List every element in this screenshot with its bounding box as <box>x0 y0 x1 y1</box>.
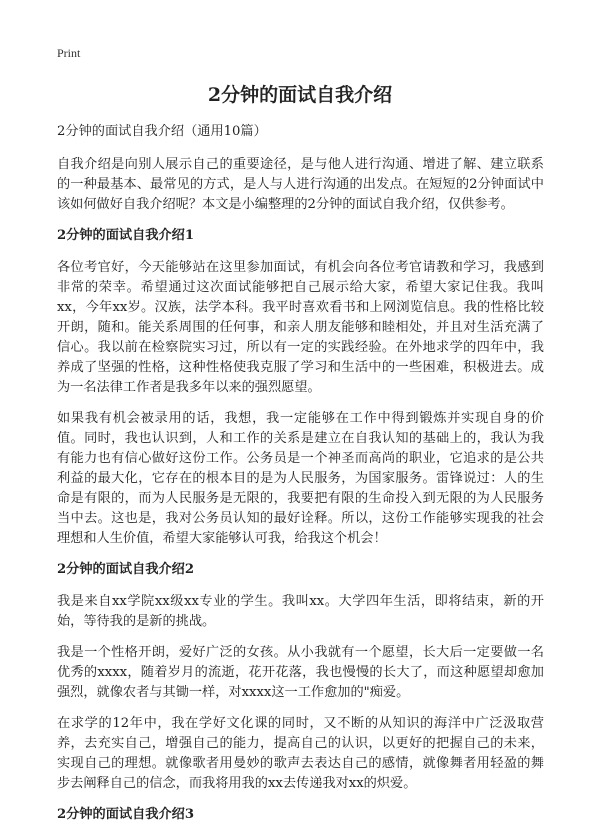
section-2-paragraph-1: 我是来自xx学院xx级xx专业的学生。我叫xx。大学四年生活，即将结束，新的开始，等待我的是新的挑战。 <box>57 594 544 629</box>
article-subtitle: 2分钟的面试自我介绍（通用10篇） <box>57 124 267 139</box>
section-2-paragraph-3: 在求学的12年中，我在学好文化课的同时，又不断的从知识的海洋中广泛汲取营养，去充实自己，增强自己的能力，提高自己的认识，以更好的把握自己的未来，实现自己的理想。就像歌者用曼妙的歌声去表达自己的感情，就像舞者用轻盈的舞步去阐释自己的信念，而我将用我的xx去传递我对xx的炽爱。 <box>57 716 544 791</box>
print-link[interactable]: Print <box>57 46 81 60</box>
section-2-paragraph-2: 我是一个性格开朗，爱好广泛的女孩。从小我就有一个愿望，长大后一定要做一名优秀的xxxx，随着岁月的流逝，花开花落，我也慢慢的长大了，而这种愿望却愈加强烈，就像农者与其锄一样，对xxxx这一工作愈加的"痴爱。 <box>57 645 544 700</box>
section-heading-3: 2分钟的面试自我介绍3 <box>57 807 195 822</box>
section-heading-1: 2分钟的面试自我介绍1 <box>57 228 195 243</box>
section-1-paragraph-1: 各位考官好，今天能够站在这里参加面试，有机会向各位考官请教和学习，我感到非常的荣幸。希望通过这次面试能够把自己展示给大家，希望大家记住我。我叫xx，今年xx岁。汉族，法学本科。我平时喜欢看书和上网浏览信息。我的性格比较开朗，随和。能关系周围的任何事，和亲人朋友能够和睦相处，并且对生活充满了信心。我以前在检察院实习过，所以有一定的实践经验。在外地求学的四年中，我养成了坚强的性格，这种性格使我克服了学习和生活中的一些困难，积极进去。成为一名法律工作者是我多年以来的强烈愿望。 <box>57 260 544 395</box>
section-heading-2: 2分钟的面试自我介绍2 <box>57 562 195 577</box>
section-1-paragraph-2: 如果我有机会被录用的话，我想，我一定能够在工作中得到锻炼并实现自身的价值。同时，我也认识到，人和工作的关系是建立在自我认知的基础上的，我认为我有能力也有信心做好这份工作。公务员是一个神圣而高尚的职业，它追求的是公共利益的最大化，它存在的根本目的是为人民服务，为国家服务。雷锋说过：人的生命是有限的，而为人民服务是无限的，我要把有限的生命投入到无限的为人民服务当中去。这也是，我对公务员认知的最好诠释。所以，这份工作能够实现我的社会理想和人生价值，希望大家能够认可我，给我这个机会！ <box>57 411 544 546</box>
page-title: 2分钟的面试自我介绍 <box>207 84 393 106</box>
article-body <box>57 122 544 837</box>
intro-paragraph: 自我介绍是向别人展示自己的重要途径，是与他人进行沟通、增进了解、建立联系的一种最基本、最常见的方式，是人与人进行沟通的出发点。在短短的2分钟面试中该如何做好自我介绍呢？本文是小编整理的2分钟的面试自我介绍，仅供参考。 <box>57 157 544 212</box>
